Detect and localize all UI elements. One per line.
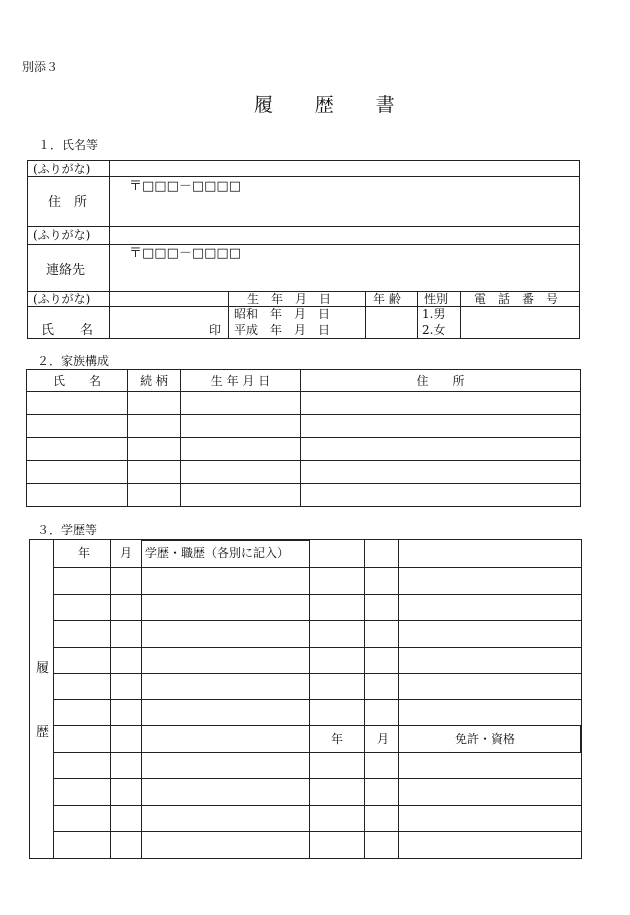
license-year-header: 年 xyxy=(331,732,344,746)
history-month-header: 月 xyxy=(120,546,133,560)
sex-header: 性別 xyxy=(424,292,449,306)
age-input[interactable] xyxy=(366,307,416,337)
section2-heading: ２．家族構成 xyxy=(37,354,110,368)
name-label: 氏 名 xyxy=(41,323,94,338)
birth-era-showa: 昭和 年 月 日 xyxy=(234,307,331,321)
page-title: 履 歴 書 xyxy=(254,94,407,116)
birth-era-heisei: 平成 年 月 日 xyxy=(234,323,331,337)
address-input[interactable] xyxy=(110,195,578,225)
family-cell[interactable] xyxy=(181,392,301,415)
family-cell[interactable] xyxy=(27,415,128,438)
family-header-birthdate: 生 年 月 日 xyxy=(181,370,301,392)
family-cell[interactable] xyxy=(27,461,128,484)
family-cell[interactable] xyxy=(27,484,128,507)
section3-heading: ３．学歴等 xyxy=(37,523,98,537)
family-table xyxy=(26,369,581,507)
seal-mark: 印 xyxy=(209,323,222,337)
family-cell[interactable] xyxy=(128,392,181,415)
contact-postal: 〒□□□－□□□□ xyxy=(129,246,241,261)
family-cell[interactable] xyxy=(27,438,128,461)
birthdate-header: 生 年 月 日 xyxy=(247,292,332,306)
address-postal: 〒□□□－□□□□ xyxy=(129,179,241,194)
license-month-header: 月 xyxy=(377,732,390,746)
license-header-box xyxy=(309,725,581,753)
table-row xyxy=(27,461,581,484)
table-row xyxy=(27,438,581,461)
phone-header: 電 話 番 号 xyxy=(474,292,559,306)
phone-input[interactable] xyxy=(461,307,578,337)
family-cell[interactable] xyxy=(128,461,181,484)
personal-info-form xyxy=(27,160,580,339)
address-label: 住 所 xyxy=(48,195,88,210)
family-cell[interactable] xyxy=(27,392,128,415)
furigana-label-name: (ふりがな) xyxy=(33,292,91,306)
family-cell[interactable] xyxy=(181,461,301,484)
furigana-name-input[interactable] xyxy=(110,292,227,306)
age-header: 年 齢 xyxy=(373,292,401,306)
family-header-relation: 続 柄 xyxy=(128,370,181,392)
table-row xyxy=(27,392,581,415)
contact-label: 連絡先 xyxy=(46,263,86,278)
table-row xyxy=(27,415,581,438)
furigana-contact-input[interactable] xyxy=(110,227,578,243)
section1-heading: １．氏名等 xyxy=(38,138,99,152)
family-cell[interactable] xyxy=(128,438,181,461)
side-label-1: 履 xyxy=(36,661,50,676)
family-cell[interactable] xyxy=(301,484,581,507)
family-cell[interactable] xyxy=(181,438,301,461)
family-cell[interactable] xyxy=(181,484,301,507)
family-header-address: 住 所 xyxy=(301,370,581,392)
history-header: 学歴・職歴（各別に記入） xyxy=(145,546,290,560)
family-cell[interactable] xyxy=(301,438,581,461)
table-row xyxy=(27,484,581,507)
sex-option-male[interactable]: 1.男 xyxy=(422,307,446,321)
history-year-header: 年 xyxy=(78,546,91,560)
furigana-label-address: (ふりがな) xyxy=(33,162,91,176)
family-cell[interactable] xyxy=(128,484,181,507)
side-label-2: 歴 xyxy=(36,725,50,740)
family-cell[interactable] xyxy=(301,392,581,415)
family-header-name: 氏 名 xyxy=(27,370,128,392)
family-cell[interactable] xyxy=(181,415,301,438)
attachment-label: 別添３ xyxy=(22,60,59,74)
furigana-address-input[interactable] xyxy=(110,162,578,176)
family-cell[interactable] xyxy=(301,415,581,438)
contact-input[interactable] xyxy=(110,263,578,290)
furigana-label-contact: (ふりがな) xyxy=(33,228,91,242)
license-header: 免許・資格 xyxy=(455,732,516,746)
family-cell[interactable] xyxy=(128,415,181,438)
family-cell[interactable] xyxy=(301,461,581,484)
history-grid xyxy=(29,539,582,859)
sex-option-female[interactable]: 2.女 xyxy=(422,323,446,337)
